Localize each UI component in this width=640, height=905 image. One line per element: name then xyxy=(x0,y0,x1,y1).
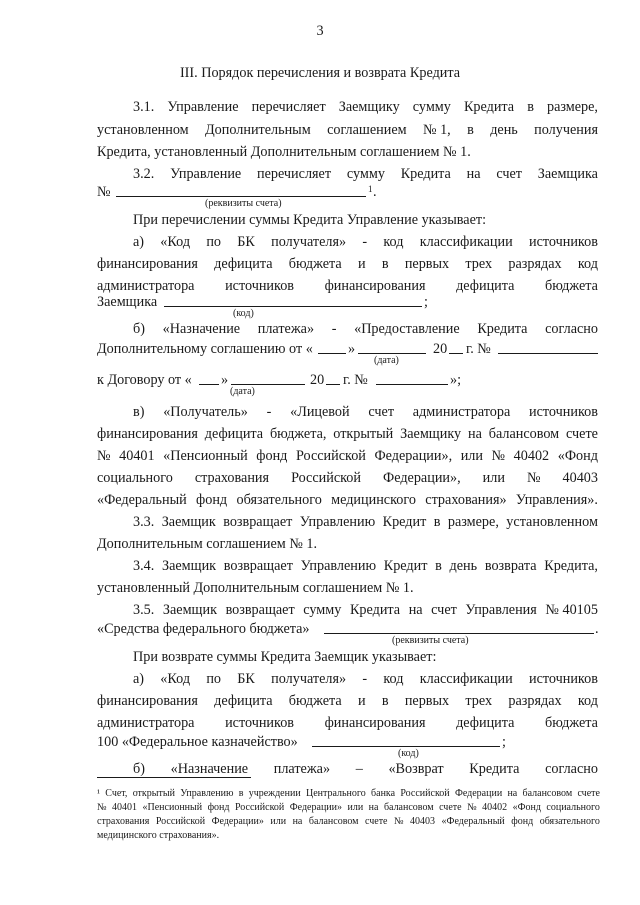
word: классификации xyxy=(419,234,513,250)
day-underline-1 xyxy=(318,353,346,354)
word: код xyxy=(577,256,598,272)
word: возврата xyxy=(484,558,537,574)
word: и xyxy=(357,693,366,709)
word: дефицита xyxy=(214,256,273,272)
word: фонд xyxy=(511,816,534,827)
word: размере, xyxy=(546,99,598,115)
word: разрядах xyxy=(508,693,562,709)
word: соглашением xyxy=(327,122,407,138)
word: 3.5. xyxy=(133,602,155,618)
word: администратора xyxy=(97,278,195,294)
word: БК xyxy=(237,671,255,687)
word: - xyxy=(331,321,337,337)
number-underline-2 xyxy=(376,384,448,385)
word: платежа» xyxy=(273,761,331,777)
footnote-ref: 1 xyxy=(368,184,373,194)
word: Управлению xyxy=(180,788,234,799)
word: фонд xyxy=(207,802,230,813)
word: согласно xyxy=(545,761,598,777)
word: Федерации xyxy=(454,788,503,799)
word: счет xyxy=(368,404,395,420)
word: бюджета xyxy=(288,256,342,272)
word: - xyxy=(266,404,272,420)
word: в) xyxy=(133,404,145,420)
word: а) xyxy=(133,234,145,250)
month-underline-1 xyxy=(358,353,426,354)
word: получения xyxy=(534,122,598,138)
para-3-4-line-1 xyxy=(133,557,598,575)
account-underline-2 xyxy=(324,633,594,634)
word: «Фонд xyxy=(557,448,598,464)
footnote-line-1 xyxy=(97,787,600,800)
g-no-1: г. № xyxy=(466,341,491,357)
word: источников xyxy=(225,715,294,731)
word: № xyxy=(97,802,107,813)
word: - xyxy=(362,671,368,687)
word: Российской xyxy=(295,448,366,464)
word: «Предоставление xyxy=(354,321,460,337)
word: Российской xyxy=(234,802,285,813)
ret-a-line-4: 100 «Федеральное казначейство» xyxy=(97,734,298,750)
word: дефицита xyxy=(456,715,515,731)
word: возвращает xyxy=(223,558,293,574)
word: балансовом xyxy=(488,426,560,442)
para-3-2-line-1 xyxy=(133,165,598,183)
word: обязательного xyxy=(539,816,600,827)
word: установленном xyxy=(506,514,598,530)
word: или xyxy=(482,470,505,486)
word: 3.3. xyxy=(133,514,155,530)
word: Управления». xyxy=(515,492,598,508)
word: Управлению xyxy=(300,558,377,574)
word: страхования xyxy=(97,816,150,827)
ret-a-line-1 xyxy=(133,670,598,688)
pay-intro: При перечислении суммы Кредита Управление указывает: xyxy=(133,212,487,228)
word: страхования» xyxy=(425,492,507,508)
number-underline-1 xyxy=(498,353,598,354)
word: Заемщик xyxy=(161,558,217,574)
item-a-line-1 xyxy=(133,233,598,251)
caption-data-1: (дата) xyxy=(374,355,399,366)
word: «Код xyxy=(160,671,191,687)
word: учреждении xyxy=(248,788,301,799)
para-3-5-line-2: «Средства федерального бюджета» xyxy=(97,621,310,637)
word: финансирования xyxy=(324,715,426,731)
word: Федерации» xyxy=(211,816,264,827)
item-b-line-2: Дополнительному соглашению от « xyxy=(97,341,313,357)
semi-2: ; xyxy=(502,734,506,750)
word: размере, xyxy=(447,514,499,530)
word: установленном xyxy=(97,122,189,138)
word: б) xyxy=(133,761,145,777)
word: «Фонд xyxy=(512,802,541,813)
word: Кредита xyxy=(349,602,401,618)
word: – xyxy=(355,761,363,777)
word: разрядах xyxy=(508,256,562,272)
word: № 1, xyxy=(423,122,451,138)
word: балансовом xyxy=(522,788,573,799)
word: в xyxy=(433,514,441,530)
word: Управления xyxy=(465,602,537,618)
word: или xyxy=(347,802,364,813)
word: Российской xyxy=(155,816,206,827)
word: «Пенсионный xyxy=(142,802,203,813)
word: «Лицевой xyxy=(290,404,350,420)
word: Федерации», xyxy=(374,448,453,464)
word: страхования xyxy=(194,470,270,486)
word: получателя» xyxy=(271,234,347,250)
word: платежа» xyxy=(257,321,315,337)
word: № xyxy=(491,448,506,464)
word: на xyxy=(408,602,423,618)
word: Счет, xyxy=(105,788,128,799)
account-no-label: № xyxy=(97,184,111,200)
word: Заемщик xyxy=(161,514,216,530)
word: Управлению xyxy=(299,514,376,530)
word: администратора xyxy=(412,404,511,420)
word: 40401 xyxy=(112,802,138,813)
word: счете xyxy=(364,816,388,827)
caption-rekv-1: (реквизиты счета) xyxy=(205,198,282,209)
word: счет xyxy=(496,166,522,182)
word: Кредита xyxy=(400,166,451,182)
word: счете xyxy=(577,788,600,799)
item-v-line-5 xyxy=(97,491,598,509)
item-a-line-2 xyxy=(97,255,598,273)
word: Заемщика xyxy=(537,166,598,182)
quote-close-1: » xyxy=(348,341,356,357)
word: счете xyxy=(566,426,598,442)
word: Российской xyxy=(291,470,361,486)
word: финансирования xyxy=(97,693,198,709)
word: первых xyxy=(404,693,450,709)
word: или xyxy=(270,816,287,827)
word: «Назначение xyxy=(162,321,241,337)
word: бюджета xyxy=(288,693,342,709)
word: согласно xyxy=(545,321,598,337)
word: день xyxy=(490,122,518,138)
word: Кредита xyxy=(469,761,520,777)
item-v-line-3 xyxy=(97,447,598,465)
word: источников xyxy=(528,234,598,250)
word: финансирования xyxy=(97,426,198,442)
word: Заемщику xyxy=(338,99,400,115)
word: Управление xyxy=(170,166,242,182)
word: «Код xyxy=(160,234,191,250)
item-b-line-1 xyxy=(133,320,598,338)
word: Федерации», xyxy=(383,470,461,486)
word: Российской xyxy=(400,788,450,799)
word: 3.2. xyxy=(133,166,155,182)
word: сумму xyxy=(346,166,385,182)
word: Центрального xyxy=(305,788,366,799)
word: медицинского xyxy=(331,492,416,508)
para-3-4-line-2: установленный Дополнительным соглашением № 1. xyxy=(97,580,414,596)
word: Заемщик xyxy=(162,602,217,618)
word: код xyxy=(577,693,598,709)
word: Кредита, xyxy=(544,558,598,574)
word: перечисляет xyxy=(257,166,332,182)
item-a-line-4: Заемщика xyxy=(97,294,158,310)
para-3-1-line-1 xyxy=(133,98,598,116)
item-v-line-4 xyxy=(97,469,598,487)
caption-rekv-2: (реквизиты счета) xyxy=(392,635,469,646)
word: № xyxy=(467,802,477,813)
word: бюджета xyxy=(545,715,598,731)
para-3-5-line-1 xyxy=(133,601,598,619)
word: фонд xyxy=(196,492,228,508)
word: в xyxy=(467,122,474,138)
word: 40401 xyxy=(119,448,155,464)
word: «Федеральный xyxy=(97,492,187,508)
word: получателя» xyxy=(271,671,347,687)
word: бюджета, xyxy=(269,426,327,442)
word: возвращает xyxy=(225,602,295,618)
word: сумму xyxy=(412,99,451,115)
word: источников xyxy=(528,671,598,687)
word: № xyxy=(526,470,541,486)
word: фонд xyxy=(256,448,288,464)
word: социального xyxy=(546,802,600,813)
end-quote: »; xyxy=(450,372,462,388)
word: открытый xyxy=(132,788,175,799)
word: администратора xyxy=(97,715,195,731)
word: код xyxy=(383,234,404,250)
word: источников xyxy=(225,278,294,294)
word: № xyxy=(97,448,111,464)
word: в xyxy=(238,788,244,799)
word: а) xyxy=(133,671,145,687)
return-intro: При возврате суммы Кредита Заемщик указывает: xyxy=(133,649,437,665)
ret-b-line-1 xyxy=(133,760,598,778)
kod-underline-2 xyxy=(312,746,500,747)
word: «Назначение xyxy=(170,761,249,777)
word: Кредит xyxy=(382,514,427,530)
word: дефицита xyxy=(214,693,273,709)
word: дефицита xyxy=(456,278,515,294)
para-3-3-line-2: Дополнительным соглашением № 1. xyxy=(97,536,318,552)
word: социального xyxy=(97,470,173,486)
word: - xyxy=(362,234,368,250)
word: БК xyxy=(237,234,255,250)
para-3-3-line-1 xyxy=(133,513,598,531)
item-a-line-3 xyxy=(97,277,598,295)
word: на xyxy=(466,166,481,182)
dot-2: . xyxy=(595,621,599,637)
word: или xyxy=(460,448,483,464)
word: балансовом xyxy=(383,802,434,813)
para-3-1-line-2 xyxy=(97,121,598,139)
word: финансирования xyxy=(324,278,426,294)
section-title: III. Порядок перечисления и возврата Кредита xyxy=(179,65,461,81)
word: Управление xyxy=(167,99,239,115)
word: по xyxy=(206,234,222,250)
year-underline-2 xyxy=(326,384,340,385)
dot: . xyxy=(373,184,377,200)
word: на xyxy=(368,802,379,813)
item-v-line-2 xyxy=(97,425,598,443)
caption-data-2: (дата) xyxy=(230,386,255,397)
ret-a-line-3 xyxy=(97,714,598,732)
word: день xyxy=(449,558,478,574)
word: Кредит xyxy=(383,558,428,574)
word: 3.4. xyxy=(133,558,155,574)
word: № 40105 xyxy=(545,602,598,618)
word: «Получатель» xyxy=(163,404,248,420)
word: на xyxy=(467,426,482,442)
year-20-1: 20 xyxy=(433,341,448,357)
g-no-2: г. № xyxy=(343,372,368,388)
account-underline xyxy=(116,196,366,197)
item-v-line-1 xyxy=(133,403,598,421)
word: по xyxy=(206,671,222,687)
word: в xyxy=(381,693,389,709)
caption-kod-1: (код) xyxy=(233,308,254,319)
word: сумму xyxy=(303,602,342,618)
word: Заемщику xyxy=(400,426,462,442)
kod-underline-1 xyxy=(164,306,422,307)
word: в xyxy=(435,558,442,574)
word: трех xyxy=(465,693,493,709)
word: код xyxy=(383,671,404,687)
day-underline-2 xyxy=(199,384,219,385)
word: в xyxy=(381,256,389,272)
semi-1: ; xyxy=(424,294,428,310)
word: «Федеральный xyxy=(441,816,505,827)
para-3-1-line-3: Кредита, установленный Дополнительным соглашением № 1. xyxy=(97,144,471,160)
word: 40402 xyxy=(482,802,508,813)
word: 40403 xyxy=(562,470,598,486)
month-underline-2 xyxy=(231,384,305,385)
word: Кредита xyxy=(463,99,515,115)
word: балансовом xyxy=(308,816,359,827)
word: трех xyxy=(465,256,493,272)
word: дефицита xyxy=(204,426,264,442)
word: 40403 xyxy=(410,816,436,827)
word: Кредита xyxy=(477,321,528,337)
word: б) xyxy=(133,321,145,337)
word: «Возврат xyxy=(388,761,444,777)
word: на xyxy=(292,816,303,827)
footnote-rule xyxy=(97,777,251,778)
word: на xyxy=(507,788,518,799)
footnote-line-4: медицинского страхования». xyxy=(97,830,220,841)
word: источников xyxy=(529,404,598,420)
quote-close-2: » xyxy=(221,372,229,388)
item-b-line-3: к Договору от « xyxy=(97,372,192,388)
word: счете xyxy=(439,802,462,813)
word: Федерации» xyxy=(289,802,342,813)
word: возвращает xyxy=(223,514,293,530)
footnote-line-3 xyxy=(97,815,600,828)
word: Дополнительным xyxy=(205,122,311,138)
word: открытый xyxy=(333,426,394,442)
word: в xyxy=(527,99,534,115)
page-number: 3 xyxy=(316,23,324,39)
word: бюджета xyxy=(545,278,598,294)
word: обязательного xyxy=(236,492,322,508)
caption-kod-2: (код) xyxy=(398,748,419,759)
word: 40402 xyxy=(513,448,550,464)
year-20-2: 20 xyxy=(310,372,325,388)
word: финансирования xyxy=(97,256,198,272)
word: 3.1. xyxy=(133,99,155,115)
word: перечисляет xyxy=(251,99,326,115)
word: № xyxy=(394,816,404,827)
ret-a-line-2 xyxy=(97,692,598,710)
word: ¹ xyxy=(97,788,100,799)
word: счет xyxy=(431,602,457,618)
word: банка xyxy=(371,788,396,799)
year-underline-1 xyxy=(449,353,463,354)
word: первых xyxy=(404,256,450,272)
word: «Пенсионный xyxy=(163,448,248,464)
word: и xyxy=(357,256,366,272)
word: классификации xyxy=(419,671,513,687)
footnote-line-2 xyxy=(97,801,600,814)
